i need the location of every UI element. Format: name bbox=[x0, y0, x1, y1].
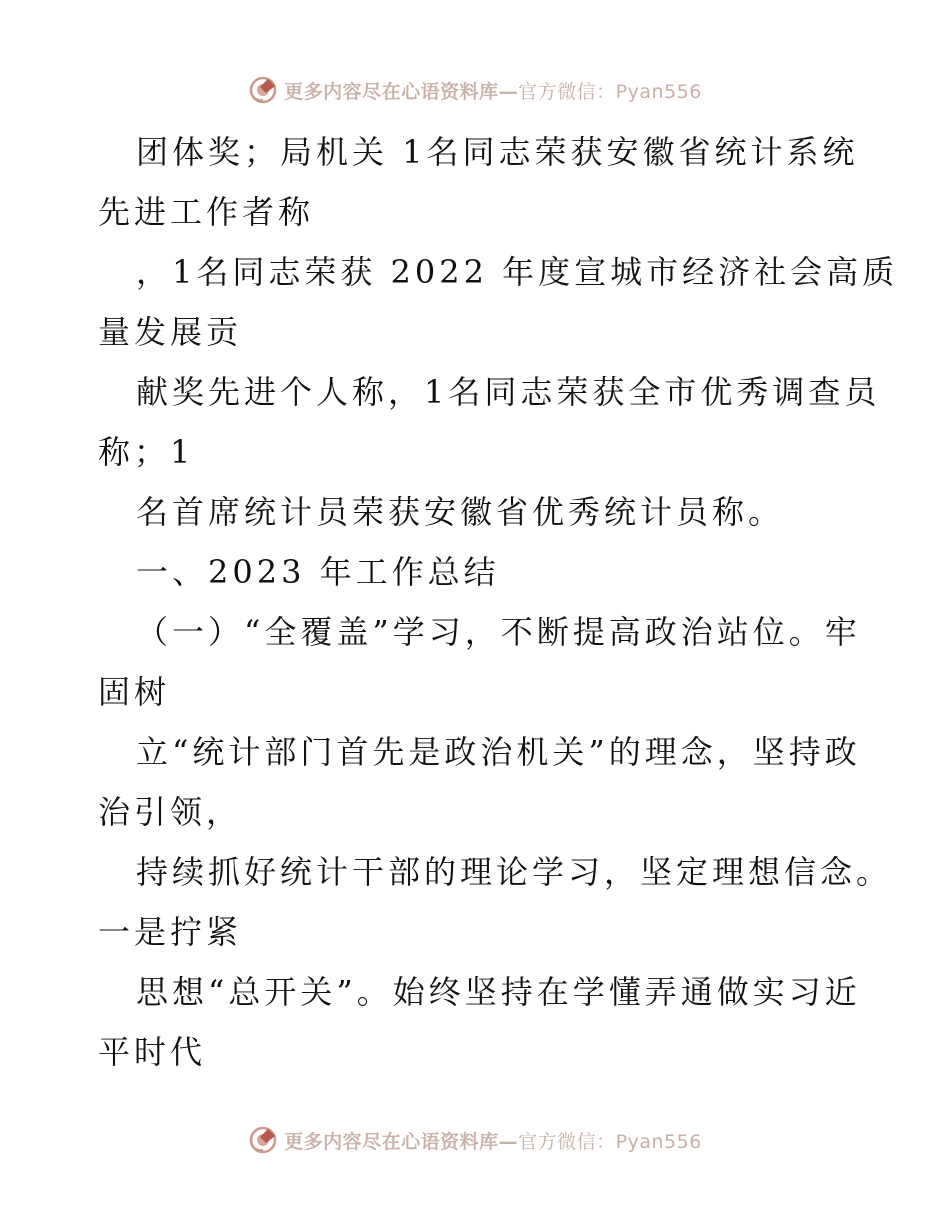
text-line: 称；1 bbox=[98, 433, 195, 471]
text-line: 平时代 bbox=[98, 1033, 207, 1071]
text-line: 固树 bbox=[98, 673, 171, 711]
text-line: 量发展贡 bbox=[98, 313, 243, 351]
text-line: 持续抓好统计干部的理论学习，坚定理想信念。 bbox=[136, 853, 893, 891]
text-line: 名首席统计员荣获安徽省优秀统计员称。 bbox=[136, 493, 785, 531]
text-line: （一）“全覆盖”学习，不断提高政治站位。牢 bbox=[136, 613, 861, 651]
header-watermark-banner bbox=[0, 70, 950, 110]
text-line: 先进工作者称 bbox=[98, 193, 315, 231]
text-line: 治引领， bbox=[98, 793, 243, 831]
logo-icon bbox=[248, 75, 278, 105]
text-line: 一是拧紧 bbox=[98, 913, 243, 951]
footer-watermark-banner bbox=[0, 1120, 950, 1160]
text-line: ，1名同志荣获 2022 年度宣城市经济社会高质 bbox=[136, 253, 899, 291]
document-body bbox=[98, 122, 899, 1082]
text-line: 一、2023 年工作总结 bbox=[136, 553, 500, 591]
text-line: 献奖先进个人称，1名同志荣获全市优秀调查员 bbox=[136, 373, 881, 411]
watermark-text: 更多内容尽在心语资料库—官方微信：Pyan556 bbox=[284, 1130, 702, 1153]
text-line: 立“统计部门首先是政治机关”的理念，坚持政 bbox=[136, 733, 861, 771]
logo-icon bbox=[248, 1125, 278, 1155]
text-line: 团体奖；局机关 1名同志荣获安徽省统计系统 bbox=[136, 133, 859, 171]
watermark-text: 更多内容尽在心语资料库—官方微信：Pyan556 bbox=[284, 80, 702, 103]
text-line: 思想“总开关”。始终坚持在学懂弄通做实习近 bbox=[136, 973, 861, 1011]
